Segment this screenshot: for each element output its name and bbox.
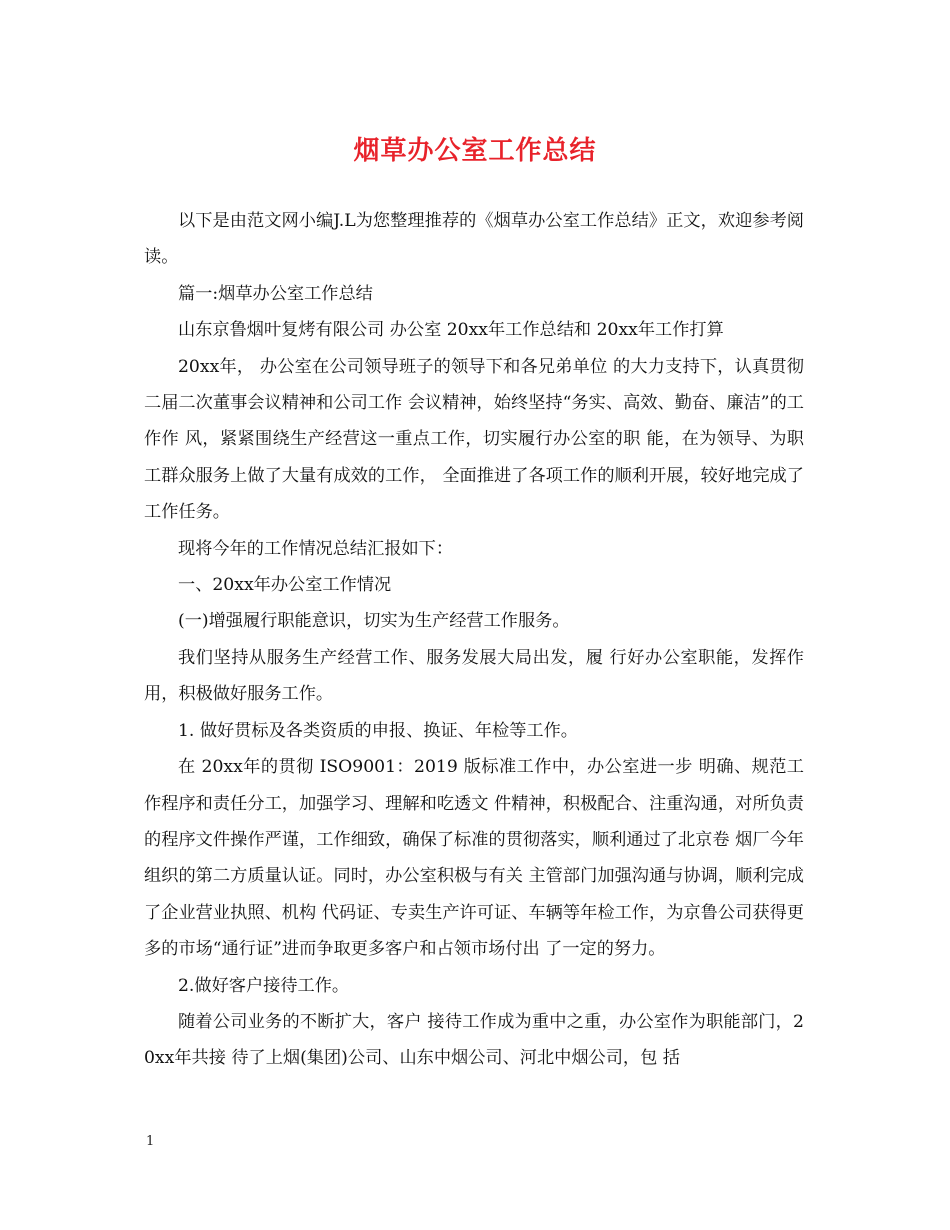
- paragraph-iso: 在 20xx年的贯彻 ISO9001：2019 版标准工作中，办公室进一步 明确、规范工作程序和责任分工，加强学习、理解和吃透文 件精神，积极配合、注重沟通，对所负责的程序文件操作严谨，工作细致，确保了标准的贯彻落实，顺利通过了北京卷 烟厂今年组织的第二方质量认证。同时，办公室积极与有关 主管部门加强沟通与协调，顺利完成了企业营业执照、机构 代码证、专卖生产许可证、车辆等年检工作，为京鲁公司获得更多的市场“通行证”进而争取更多客户和占领市场付出 了一定的努力。: [144, 757, 804, 960]
- paragraph-summary: 20xx年， 办公室在公司领导班子的领导下和各兄弟单位 的大力支持下，认真贯彻二届二次董事会议精神和公司工作 会议精神，始终坚持“务实、高效、勤奋、廉洁”的工作作 风，紧紧围绕生产经营这一重点工作，切实履行办公室的职 能，在为领导、为职工群众服务上做了大量有成效的工作， 全面推进了各项工作的顺利开展，较好地完成了工作任务。: [144, 356, 804, 523]
- paragraph-heading-1: 一、20xx年办公室工作情况: [178, 575, 392, 596]
- paragraph-item-1: 1. 做好贯标及各类资质的申报、换证、年检等工作。: [178, 720, 578, 741]
- paragraph-reception: 随着公司业务的不断扩大，客户 接待工作成为重中之重，办公室作为职能部门，20xx年共接 待了上烟(集团)公司、山东中烟公司、河北中烟公司，包 括: [144, 1011, 804, 1069]
- paragraph-item-2: 2.做好客户接待工作。: [178, 975, 350, 996]
- paragraph-service: 我们坚持从服务生产经营工作、服务发展大局出发，履 行好办公室职能，发挥作用，积极做好服务工作。: [144, 647, 804, 705]
- paragraph-company-title: 山东京鲁烟叶复烤有限公司 办公室 20xx年工作总结和 20xx年工作打算: [178, 320, 724, 341]
- document-body: [144, 203, 804, 1077]
- paragraph-report-intro: 现将今年的工作情况总结汇报如下：: [178, 538, 454, 559]
- paragraph-subheading-1: (一)增强履行职能意识，切实为生产经营工作服务。: [178, 611, 570, 632]
- page-number: 1: [146, 1134, 155, 1149]
- paragraph-section-heading: 篇一:烟草办公室工作总结: [178, 283, 373, 304]
- document-title: 烟草办公室工作总结: [353, 136, 597, 166]
- paragraph-intro: 以下是由范文网小编J.L为您整理推荐的《烟草办公室工作总结》正文，欢迎参考阅读。: [144, 211, 804, 268]
